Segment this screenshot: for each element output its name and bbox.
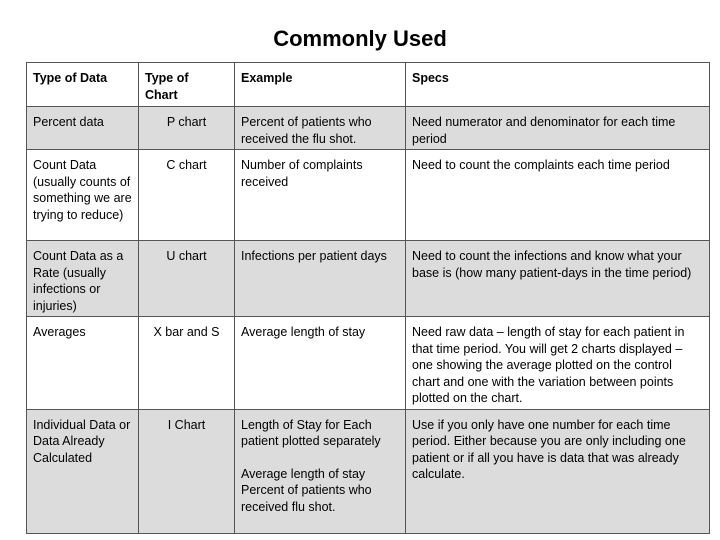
cell-chart: C chart — [139, 150, 235, 241]
cell-chart: U chart — [139, 241, 235, 317]
cell-type-of-data: Percent data — [27, 107, 139, 150]
table-row — [27, 317, 710, 410]
table-row — [27, 150, 710, 241]
cell-specs: Need to count the complaints each time period — [406, 150, 710, 241]
header-type-of-data: Type of Data — [27, 63, 139, 107]
cell-type-of-data: Averages — [27, 317, 139, 410]
example-line-2: Average length of stay Percent of patients who received flu shot. — [241, 466, 372, 514]
cell-example: Average length of stay — [235, 317, 406, 410]
cell-chart: I Chart — [139, 409, 235, 533]
cell-example — [235, 409, 406, 533]
page-title: Commonly Used — [273, 26, 447, 51]
cell-type-of-data: Count Data (usually counts of something we are trying to reduce) — [27, 150, 139, 241]
cell-chart: X bar and S — [139, 317, 235, 410]
cell-type-of-data: Count Data as a Rate (usually infections or injuries) — [27, 241, 139, 317]
table-row — [27, 409, 710, 533]
cell-specs: Need to count the infections and know what your base is (how many patient-days in the time period) — [406, 241, 710, 317]
cell-example: Percent of patients who received the flu shot. — [235, 107, 406, 150]
cell-specs: Use if you only have one number for each time period. Either because you are only including one patient or if all you have is data that was already calculate. — [406, 409, 710, 533]
cell-specs: Need raw data – length of stay for each patient in that time period. You will get 2 charts displayed – one showing the average plotted on the control chart and one with the variation between points plotted on the chart. — [406, 317, 710, 410]
table-row — [27, 107, 710, 150]
header-example: Example — [235, 63, 406, 107]
header-specs: Specs — [406, 63, 710, 107]
cell-type-of-data: Individual Data or Data Already Calculated — [27, 409, 139, 533]
cell-example: Infections per patient days — [235, 241, 406, 317]
example-line-1: Length of Stay for Each patient plotted separately — [241, 417, 381, 448]
table-row — [27, 241, 710, 317]
example-spacer — [241, 450, 399, 466]
cell-specs: Need numerator and denominator for each time period — [406, 107, 710, 150]
header-type-of-chart-text: Type of Chart — [145, 71, 189, 102]
header-type-of-chart — [139, 63, 235, 107]
table-header-row — [27, 63, 710, 107]
cell-example: Number of complaints received — [235, 150, 406, 241]
chart-types-table — [26, 62, 710, 534]
cell-chart: P chart — [139, 107, 235, 150]
